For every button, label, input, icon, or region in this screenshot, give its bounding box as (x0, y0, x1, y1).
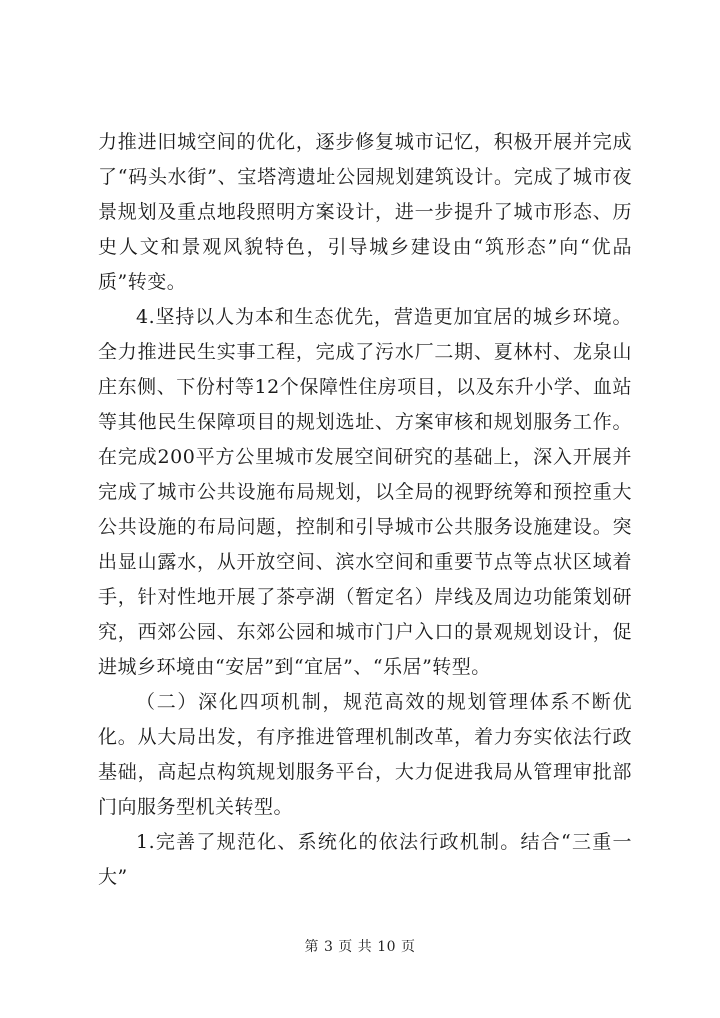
paragraph-4: 1.完善了规范化、系统化的依法行政机制。结合“三重一大” (98, 831, 632, 888)
page-number-footer: 第 3 页 共 10 页 (304, 939, 416, 955)
paragraph-2: 4.坚持以人为本和生态优先，营造更加宜居的城乡环境。全力推进民生实事工程，完成了污水厂二期、夏林村、龙泉山庄东侧、下份村等12个保障性住房项目，以及东升小学、血站等其他民生保障项目的规划选址、方案审核和规划服务工作。在完成200平方公里城市发展空间研究的基础上，深入开展并完成了城市公共设施布局规划，以全局的视野统筹和预控重大公共设施的布局问题，控制和引导城市公共服务设施建设。突出显山露水，从开放空间、滨水空间和重要节点等点状区域着手，针对性地开展了茶亭湖（暂定名）岸线及周边功能策划研究，西郊公园、东郊公园和城市门户入口的景观规划设计，促进城乡环境由“安居”到“宜居”、“乐居”转型。 (98, 306, 632, 678)
document-body (98, 125, 632, 895)
paragraph-3: （二）深化四项机制，规范高效的规划管理体系不断优化。从大局出发，有序推进管理机制改革，着力夯实依法行政基础，高起点构筑规划服务平台，大力促进我局从管理审批部门向服务型机关转型。 (98, 691, 632, 818)
paragraph-1: 力推进旧城空间的优化，逐步修复城市记忆，积极开展并完成了“码头水街”、宝塔湾遗址公园规划建筑设计。完成了城市夜景规划及重点地段照明方案设计，进一步提升了城市形态、历史人文和景观风貌特色，引导城乡建设由“筑形态”向“优品质”转变。 (98, 131, 632, 293)
